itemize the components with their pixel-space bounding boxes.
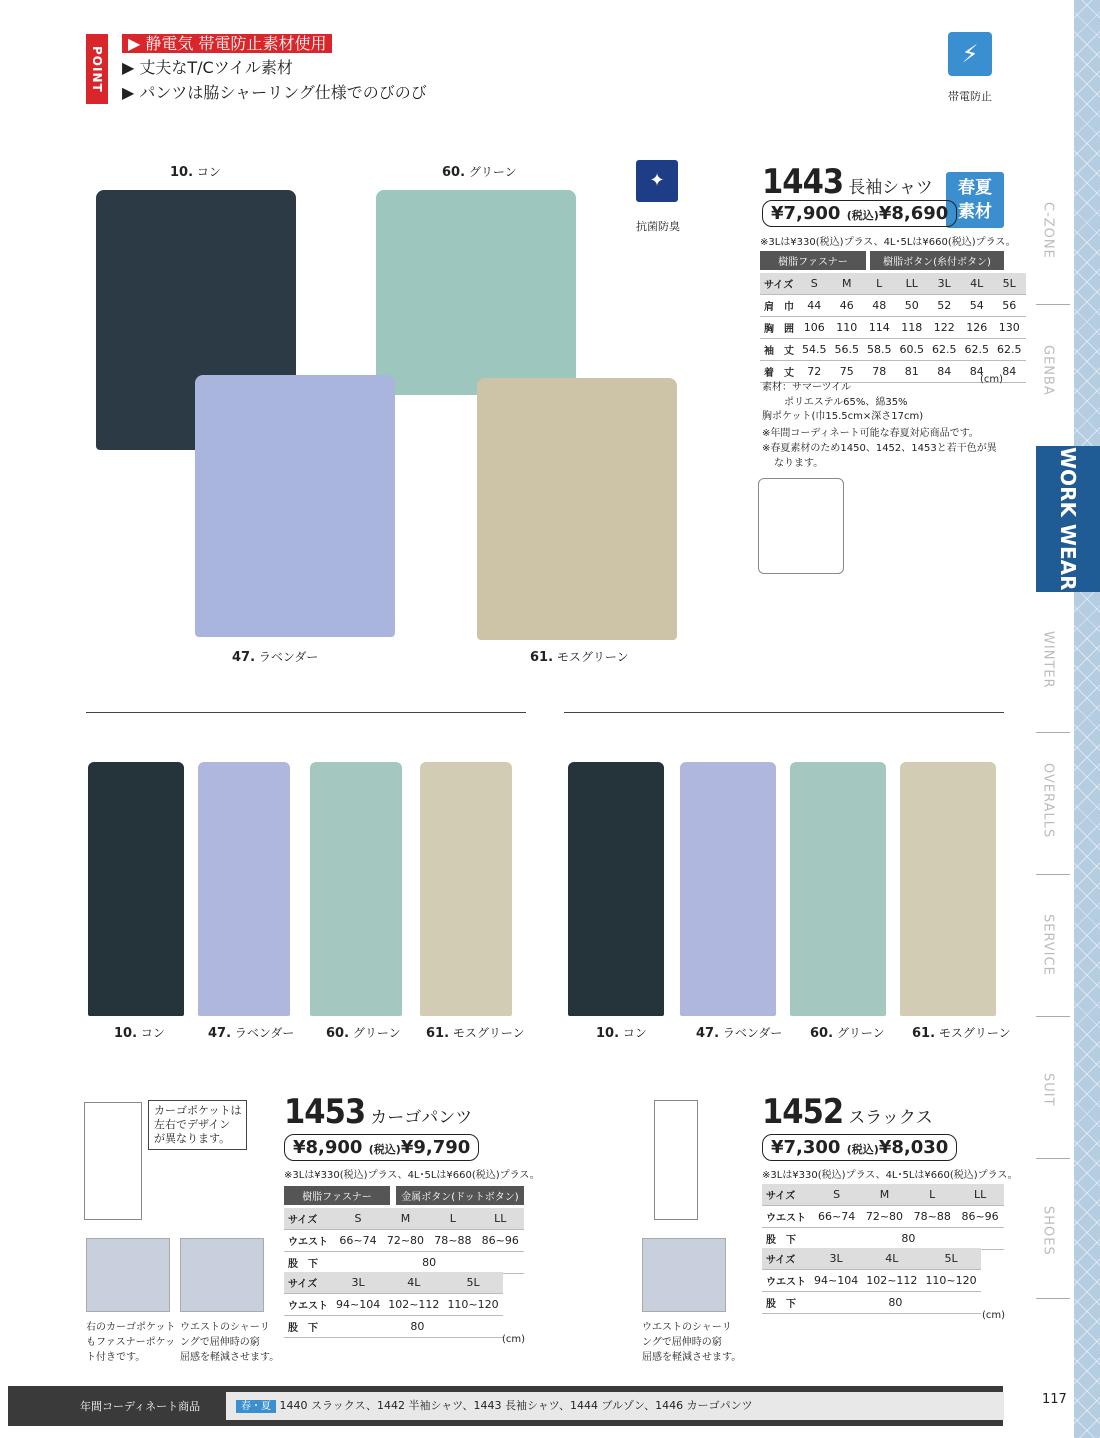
shirt-tag-zipper: 樹脂ファスナー <box>760 251 866 270</box>
side-pattern <box>1074 0 1100 1438</box>
shirt-size-table: サイズ S M L LL 3L 4L 5L 肩 巾 44 46 48 50 52 54 56 胸 囲 106 110 114 118 122 126 130 袖 丈 54.5 56.5 58.5 60.5 62.5 62.5 62.5 着 丈 72 75 78 81 84 84 84 <box>760 273 1026 383</box>
slacks-number: 1452 <box>762 1092 844 1132</box>
shirt-color-label-61: 61. モスグリーン <box>530 650 629 665</box>
slacks-diagram <box>654 1100 698 1220</box>
shirt-image-lavender <box>195 375 395 637</box>
antibac-label: 抗菌防臭 <box>636 220 680 233</box>
slacks-color-label-10: 10. コン <box>596 1026 647 1041</box>
sidebar-cat-shoes[interactable]: SHOES <box>1040 1206 1056 1256</box>
sidebar-cat-service[interactable]: SERVICE <box>1040 914 1056 976</box>
cargo-name: カーゴパンツ <box>370 1108 473 1128</box>
slacks-size-table-2: サイズ 3L 4L 5L ウエスト 94~104 102~112 110~120 股 下 80 <box>762 1248 981 1314</box>
cargo-tag-zipper: 樹脂ファスナー <box>284 1186 390 1205</box>
cargo-unit: (cm) <box>502 1334 526 1345</box>
shirt-number: 1443 <box>762 162 844 202</box>
sidebar-cat-czone[interactable]: C-ZONE <box>1040 201 1056 259</box>
season-badge: 春夏 素材 <box>946 172 1004 228</box>
slacks-waist-photo <box>642 1238 726 1312</box>
slacks-size-table-1: サイズ S M L LL ウエスト 66~74 72~80 78~88 86~96 股 下 80 <box>762 1184 1004 1250</box>
lightning-icon: ⚡ <box>948 32 992 76</box>
shirt-price-note: ※3Lは¥330(税込)プラス、4L･5Lは¥660(税込)プラス。 <box>760 237 1016 248</box>
slacks-price: ¥7,300 (税込)¥8,030 <box>762 1134 957 1161</box>
slacks-caption: ウエストのシャーリ ングで屈伸時の窮 屈感を軽減させます。 <box>642 1322 742 1363</box>
slacks-color-label-47: 47. ラベンダー <box>696 1026 783 1041</box>
sparkle-icon: ✦ <box>636 160 678 202</box>
slacks-price-note: ※3Lは¥330(税込)プラス、4L･5Lは¥660(税込)プラス。 <box>762 1170 1018 1181</box>
slacks-name: スラックス <box>848 1108 933 1128</box>
shirt-image-mossgreen <box>477 378 677 640</box>
shirt-material: 素材：サマーツイル ポリエステル65%、綿35% <box>762 382 908 408</box>
slacks-color-label-61: 61. モスグリーン <box>912 1026 1011 1041</box>
shirt-back-diagram <box>758 478 844 574</box>
footer-label: 年間コーディネート商品 <box>80 1400 201 1413</box>
cargo-caption-1: 右のカーゴポケット もファスナーポケッ ト付きです。 <box>86 1322 176 1363</box>
shirt-unit: (cm) <box>980 374 1004 385</box>
sidebar-cat-winter[interactable]: WINTER <box>1040 631 1056 689</box>
cargo-size-table-2: サイズ 3L 4L 5L ウエスト 94~104 102~112 110~120 股 下 80 <box>284 1272 503 1338</box>
point-line-2: ▶ 丈夫なT/Cツイル素材 <box>122 58 293 77</box>
antistatic-label: 帯電防止 <box>948 90 992 103</box>
footer-items: 春・夏 1440 スラックス、1442 半袖シャツ、1443 長袖シャツ、1444 ブルゾン、1446 カーゴパンツ <box>226 1392 1004 1420</box>
cargo-color-label-47: 47. ラベンダー <box>208 1026 295 1041</box>
cargo-color-label-61: 61. モスグリーン <box>426 1026 525 1041</box>
cargo-price: ¥8,900 (税込)¥9,790 <box>284 1134 479 1161</box>
point-line-3: ▶ パンツは脇シャーリング仕様でのびのび <box>122 83 427 102</box>
slacks-image-navy <box>568 762 664 1016</box>
footer-season: 春・夏 <box>236 1400 276 1413</box>
slacks-image-mossgreen <box>900 762 996 1016</box>
page-number: 117 <box>1042 1392 1067 1407</box>
sidebar-cat-suit[interactable]: SUIT <box>1040 1073 1056 1107</box>
shirt-pocket: 胸ポケット(巾15.5cm×深さ17cm) <box>762 411 924 422</box>
cargo-tag-button: 金属ボタン(ドットボタン) <box>396 1186 524 1205</box>
point-tab: POINT <box>86 34 108 104</box>
cargo-price-note: ※3Lは¥330(税込)プラス、4L･5Lは¥660(税込)プラス。 <box>284 1170 540 1181</box>
shirt-name: 長袖シャツ <box>848 178 933 198</box>
slacks-image-lavender <box>680 762 776 1016</box>
cargo-image-lavender <box>198 762 290 1016</box>
cargo-color-label-60: 60. グリーン <box>326 1026 401 1041</box>
sidebar-cat-workwear[interactable]: WORK WEAR <box>1036 446 1100 592</box>
cargo-waist-photo <box>180 1238 264 1312</box>
cargo-size-table-1: サイズ S M L LL ウエスト 66~74 72~80 78~88 86~96 股 下 80 <box>284 1208 524 1274</box>
shirt-image-green <box>376 190 576 395</box>
shirt-price: ¥7,900 (税込)¥8,690 <box>762 200 957 227</box>
shirt-tag-button: 樹脂ボタン(糸付ボタン) <box>870 251 1004 270</box>
slacks-image-green <box>790 762 886 1016</box>
shirt-color-label-60: 60. グリーン <box>442 165 517 180</box>
point-line-1: ▶ 静電気 帯電防止素材使用 <box>122 34 332 53</box>
sidebar-cat-overalls[interactable]: OVERALLS <box>1040 763 1056 839</box>
cargo-image-navy <box>88 762 184 1016</box>
cargo-number: 1453 <box>284 1092 366 1132</box>
cargo-callout: カーゴポケットは 左右でデザイン が異なります。 <box>148 1100 247 1150</box>
cargo-image-green <box>310 762 402 1016</box>
cargo-image-mossgreen <box>420 762 512 1016</box>
cargo-color-label-10: 10. コン <box>114 1026 165 1041</box>
cargo-caption-2: ウエストのシャーリ ングで屈伸時の窮 屈感を軽減させます。 <box>180 1322 280 1363</box>
slacks-color-label-60: 60. グリーン <box>810 1026 885 1041</box>
shirt-notes: ※年間コーディネート可能な春夏対応商品です。 ※春夏素材のため1450、1452、1453と若干色が異 なります。 <box>762 428 997 469</box>
shirt-color-label-10: 10. コン <box>170 165 221 180</box>
sidebar-cat-genba[interactable]: GENBA <box>1040 344 1056 396</box>
slacks-unit: (cm) <box>982 1310 1006 1321</box>
shirt-color-label-47: 47. ラベンダー <box>232 650 319 665</box>
cargo-pocket-photo <box>86 1238 170 1312</box>
cargo-diagram <box>84 1102 142 1220</box>
